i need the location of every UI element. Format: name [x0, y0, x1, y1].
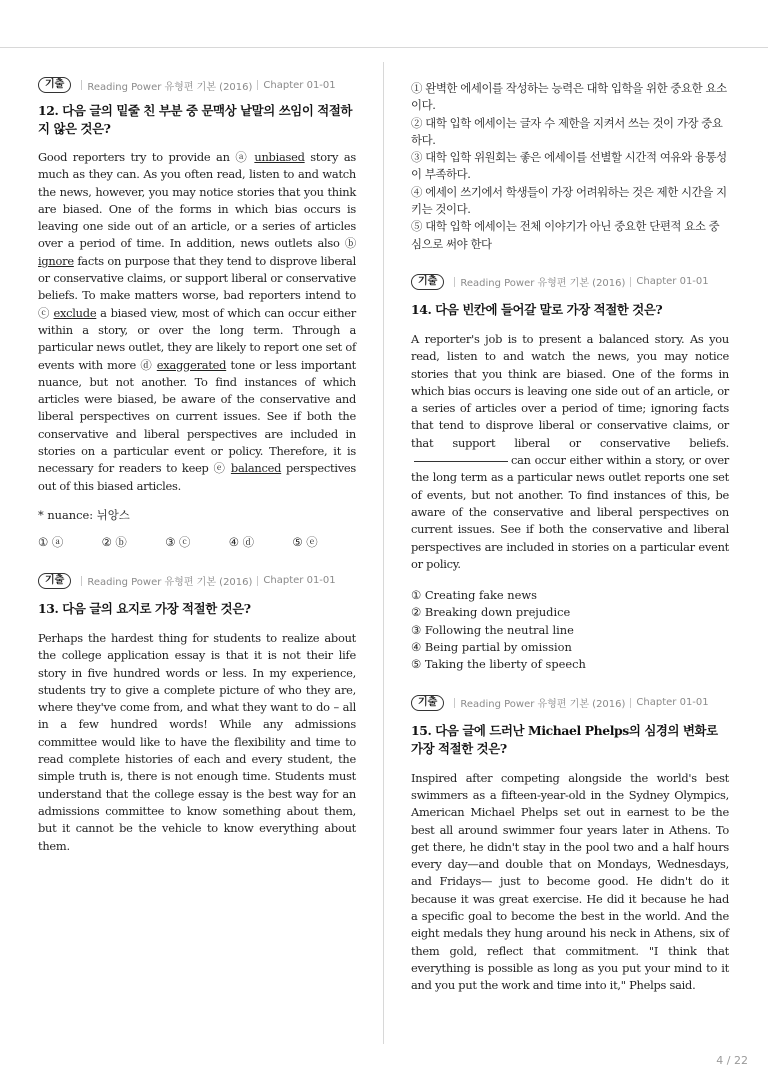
answer-choices	[411, 587, 729, 673]
question-14	[411, 273, 729, 674]
underlined-word-c: exclude	[53, 305, 97, 320]
choice-2[interactable]: ② ⓑ	[101, 534, 127, 549]
choice-5[interactable]: ⑤ Taking the liberty of speech	[411, 657, 586, 672]
question-title: 15. 다음 글에 드러난 Michael Phelps의 심경의 변화로 가장 적절한 것은?	[411, 722, 718, 756]
left-column	[38, 76, 356, 855]
question-meta	[38, 76, 356, 94]
question-13	[38, 572, 356, 855]
choice-1[interactable]: ① Creating fake news	[411, 588, 537, 603]
passage-text: a biased view, most of which can occur either within a story, or over the long term. Through a particular news outlet, they are likely to report one set of events with more	[38, 305, 356, 372]
meta-separator	[630, 698, 631, 708]
column-divider	[383, 62, 384, 1044]
question-title: 13. 다음 글의 요지로 가장 적절한 것은?	[38, 600, 251, 616]
choice-4[interactable]: ④ 에세이 쓰기에서 학생들이 가장 어려워하는 것은 제한 시간을 지키는 것이다.	[411, 184, 727, 217]
choice-4[interactable]: ④ Being partial by omission	[411, 640, 572, 655]
passage-text: story as much as they can. As you often read, listen to and watch the news, however, you may notice stories that you think are biased. One of the forms in which bias occurs is leaving one side out of an article, or a series of articles over a period of time. In addition, news outlets also	[38, 150, 356, 251]
question-15	[411, 694, 729, 995]
passage-text: can occur either within a story, or over the long term as a particular news outlet reports one set of events, but not another. To find instances of this, be aware of the conservative and liberal perspectives on current issues. See if both the conservative and liberal perspectives are included in stories on a particular event or policy.	[411, 453, 729, 571]
page-total: 22	[734, 1054, 748, 1067]
marker-e: ⓔ	[213, 461, 227, 476]
footnote: * nuance: 뉘앙스	[38, 507, 130, 522]
choice-2[interactable]: ② 대학 입학 에세이는 글자 수 제한을 지켜서 쓰는 것이 가장 중요하다.	[411, 115, 723, 147]
underlined-word-e: balanced	[230, 461, 282, 476]
underlined-word-b: ignore	[38, 253, 74, 268]
marker-b: ⓑ	[344, 236, 356, 251]
meta-separator	[81, 576, 82, 586]
meta-separator	[257, 576, 258, 586]
question-passage: Perhaps the hardest thing for students to realize about the college application essay is that it is not their life story in five hundred words or less. In my experience, students try to give a complete picture of who they are, where they've come from, and what they want to do – all in a few hundred words! While any admissions committee would like to have the flexibility and time to read complete histories of each and every student, the simple truth is, there is not enough time. Students must understand that the college essay is the best way for an admissions committee to know something about them, but it cannot be the vehicle to know everything about them.	[38, 630, 356, 853]
choice-5[interactable]: ⑤ 대학 입학 에세이는 전체 이야기가 아닌 중요한 단편적 요소 중심으로 써야 한다	[411, 219, 720, 251]
source-label: Reading Power 유형편 기본 (2016)	[460, 699, 626, 711]
passage-text: A reporter's job is to present a balanced story. As you read, listen to and watch the news, you may notice stories that you think are biased. One of the forms in which bias occurs is leaving one side out of an article, or a series of articles over a period of time; ignoring facts that tend to disprove liberal or conservative claims, or that support liberal or conservative beliefs.	[411, 331, 729, 450]
chapter-label: Chapter 01-01	[263, 575, 336, 587]
exam-tag: 기출	[411, 274, 444, 290]
passage-text: tone or less important nuance, but not another. To find instances of which articles were biased, be aware of the conservative and liberal perspectives on current issues. See if both the conservative and liberal perspectives are included in stories on a particular event or policy. Therefore, it is necessary for readers to keep	[38, 357, 356, 476]
source-label: Reading Power 유형편 기본 (2016)	[87, 81, 253, 93]
chapter-label: Chapter 01-01	[636, 697, 709, 709]
choice-3[interactable]: ③ Following the neutral line	[411, 622, 574, 637]
question-passage	[411, 331, 729, 573]
question-title: 14. 다음 빈칸에 들어갈 말로 가장 적절한 것은?	[411, 301, 663, 317]
chapter-label: Chapter 01-01	[636, 276, 709, 288]
choice-3[interactable]: ③ 대학 입학 위원회는 좋은 에세이를 선별할 시간적 여유와 융통성이 부족하다.	[411, 150, 727, 182]
meta-separator	[81, 80, 82, 90]
page-current: 4	[716, 1054, 724, 1067]
underlined-word-a: unbiased	[254, 150, 305, 164]
question-13-choices	[411, 80, 729, 253]
right-column	[411, 80, 729, 994]
question-meta	[411, 273, 729, 291]
exam-tag: 기출	[38, 77, 71, 93]
question-meta	[38, 572, 356, 590]
underlined-word-d: exaggerated	[156, 357, 227, 372]
choice-2[interactable]: ② Breaking down prejudice	[411, 605, 571, 620]
source-label: Reading Power 유형편 기본 (2016)	[87, 577, 253, 589]
question-title: 12. 다음 글의 밑줄 친 부분 중 문맥상 낱말의 쓰임이 적절하지 않은 것은?	[38, 103, 353, 136]
page-separator: /	[726, 1054, 731, 1067]
passage-text: Good reporters try to provide an	[38, 150, 236, 164]
question-meta	[411, 694, 729, 712]
meta-separator	[454, 698, 455, 708]
page-number	[716, 1054, 748, 1067]
marker-d: ⓓ	[140, 357, 153, 372]
exam-tag: 기출	[411, 695, 444, 711]
meta-separator	[630, 277, 631, 287]
chapter-label: Chapter 01-01	[263, 79, 336, 91]
passage-text: perspectives out of this biased articles.	[38, 461, 356, 493]
blank-line	[414, 461, 508, 462]
source-label: Reading Power 유형편 기본 (2016)	[460, 278, 626, 290]
choice-5[interactable]: ⑤ ⓔ	[292, 534, 318, 549]
answer-choices	[38, 534, 356, 550]
meta-separator	[257, 80, 258, 90]
choice-1[interactable]: ① 완벽한 에세이를 작성하는 능력은 대학 입학을 위한 중요한 요소이다.	[411, 81, 727, 113]
question-12	[38, 76, 356, 550]
exam-tag: 기출	[38, 573, 71, 589]
choice-4[interactable]: ④ ⓓ	[228, 534, 255, 549]
choice-1[interactable]: ① ⓐ	[38, 534, 64, 549]
marker-a: ⓐ	[235, 150, 249, 164]
marker-c: ⓒ	[38, 305, 50, 320]
passage-text: facts on purpose that they tend to disprove liberal or conservative claims, or support liberal or conservative beliefs. To make matters worse, bad reporters intend to	[38, 253, 356, 303]
question-passage: Inspired after competing alongside the world's best swimmers as a fifteen-year-old in the Sydney Olympics, American Michael Phelps set out in earnest to be the best all around swimmer four years later in Athens. To get there, he didn't stay in the pool two and a half hours every day—and double that on Mondays, Wednesdays, and Fridays— just to become good. He didn't do it because it was great exercise. He did it because he had a specific goal to become the best in the world. And the eight medals they hung around his neck in Athens, six of them gold, reflect that commitment. "I think that everything is possible as long as you put your mind to it and you put the work and time into it," Phelps said.	[411, 770, 729, 993]
choice-3[interactable]: ③ ⓒ	[165, 534, 191, 549]
header-rule	[0, 47, 768, 48]
question-passage	[38, 149, 356, 495]
meta-separator	[454, 277, 455, 287]
